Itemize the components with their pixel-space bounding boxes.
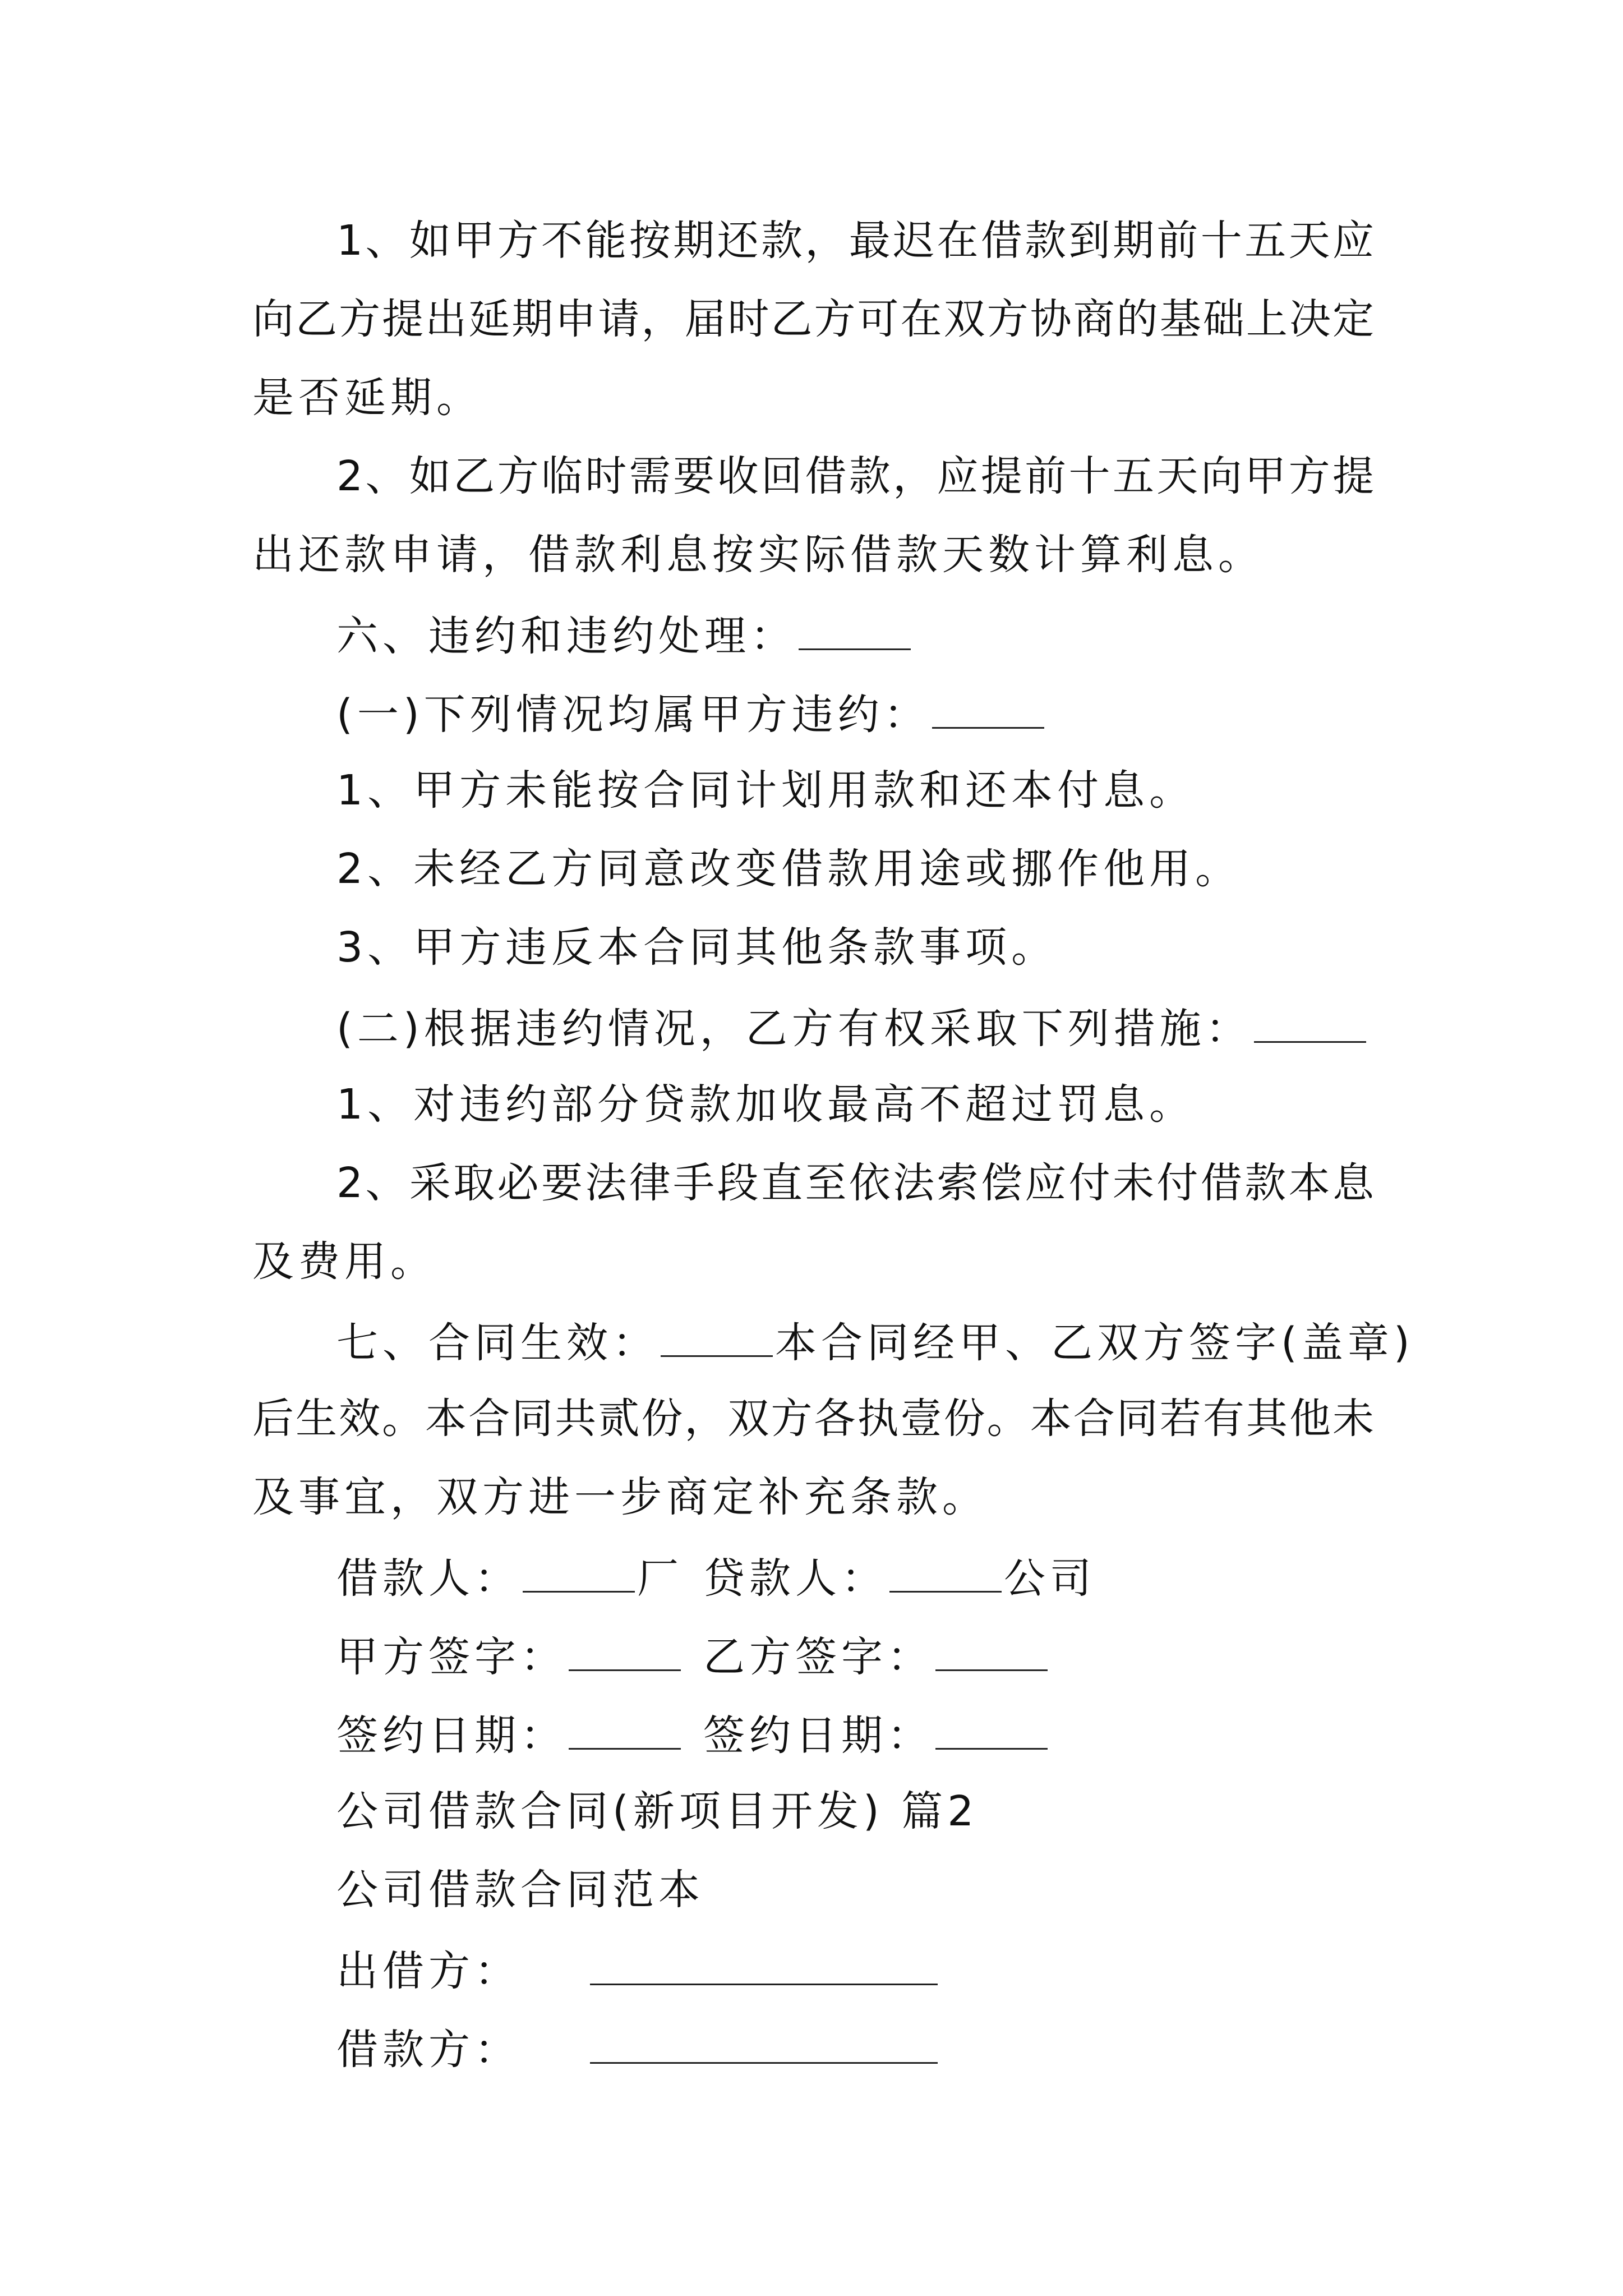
section-6-title: 六、违约和违约处理： <box>336 612 796 660</box>
lender-label: 贷款人： <box>703 1554 887 1603</box>
lender-suffix: 公司 <box>1004 1554 1096 1603</box>
section-7-line-3: 及事宜，双方进一步商定补充条款。 <box>252 1473 988 1521</box>
borrower-line <box>336 2026 940 2074</box>
blank-field <box>932 691 1044 729</box>
party-a-sign-blank <box>569 1634 681 1671</box>
lender-blank <box>889 1555 1002 1593</box>
borrower-suffix: 厂 <box>637 1554 683 1603</box>
party-b-sign-blank <box>935 1634 1048 1671</box>
party-a-sign-label: 甲方签字： <box>336 1633 566 1681</box>
para-2-line-2: 出还款申请，借款利息按实际借款天数计算利息。 <box>252 531 1264 579</box>
section-6-1-heading <box>336 691 1046 739</box>
section-7-label: 七、合同生效： <box>336 1319 658 1367</box>
section-6-2-heading <box>336 1005 1368 1053</box>
section-7-line-2: 后生效。本合同共贰份，双方各执壹份。本合同若有其他未 <box>252 1395 1374 1443</box>
list-item-line-2: 及费用。 <box>252 1237 436 1286</box>
lender-2-blank <box>590 1948 938 1985</box>
blank-field <box>799 613 911 650</box>
signature-row-dates <box>336 1711 1050 1760</box>
section-7-line-1 <box>336 1319 1414 1367</box>
section-subtitle-2: 公司借款合同范本 <box>336 1866 704 1914</box>
party-b-sign-label: 乙方签字： <box>703 1633 933 1681</box>
para-1-line-1: 1、如甲方不能按期还款，最迟在借款到期前十五天应 <box>336 217 1374 265</box>
blank-field <box>661 1319 773 1357</box>
borrower-2-label: 借款方： <box>336 2026 520 2074</box>
para-1-line-3: 是否延期。 <box>252 374 482 422</box>
party-a-date-label: 签约日期： <box>336 1711 566 1760</box>
blank-field <box>1254 1005 1366 1043</box>
section-6-heading <box>336 612 913 660</box>
para-1-line-2: 向乙方提出延期申请，届时乙方可在双方协商的基础上决定 <box>252 295 1374 343</box>
section-6-1-title: (一)下列情况均属甲方违约： <box>336 691 930 739</box>
list-item-line-1: 2、采取必要法律手段直至依法索偿应付未付借款本息 <box>336 1159 1374 1207</box>
list-item: 3、甲方违反本合同其他条款事项。 <box>336 923 1058 972</box>
party-b-date-blank <box>935 1712 1048 1750</box>
section-7-text: 本合同经甲、乙双方签字(盖章) <box>775 1319 1414 1367</box>
borrower-label: 借款人： <box>336 1554 520 1603</box>
lender-2-label: 出借方： <box>336 1947 520 1995</box>
section-title-2: 公司借款合同(新项目开发) 篇2 <box>336 1787 979 1835</box>
party-b-date-label: 签约日期： <box>703 1711 933 1760</box>
signature-row-signs <box>336 1633 1050 1681</box>
list-item: 1、甲方未能按合同计划用款和还本付息。 <box>336 766 1196 815</box>
borrower-blank <box>523 1555 635 1593</box>
list-item: 2、未经乙方同意改变借款用途或挪作他用。 <box>336 845 1242 893</box>
lender-line <box>336 1947 940 1995</box>
list-item: 1、对违约部分贷款加收最高不超过罚息。 <box>336 1080 1196 1129</box>
party-a-date-blank <box>569 1712 681 1750</box>
borrower-2-blank <box>590 2026 938 2064</box>
section-6-2-title: (二)根据违约情况，乙方有权采取下列措施： <box>336 1005 1252 1053</box>
para-2-line-1: 2、如乙方临时需要收回借款，应提前十五天向甲方提 <box>336 452 1374 500</box>
signature-row-parties <box>336 1554 1096 1603</box>
